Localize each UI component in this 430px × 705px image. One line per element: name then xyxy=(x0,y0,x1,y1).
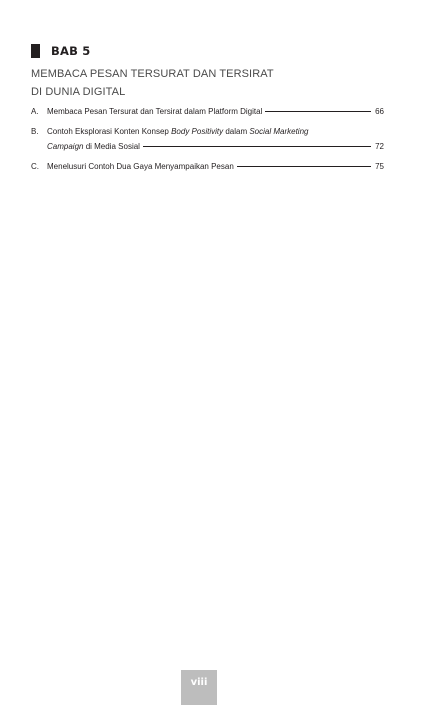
toc-entry-text: Membaca Pesan Tersurat dan Tersirat dalam Platform Digital xyxy=(47,107,263,116)
page-number-tab xyxy=(181,670,217,705)
toc-entry-text: Contoh Eksplorasi Konten Konsep Body Positivity dalam Social Marketing xyxy=(47,127,309,136)
toc-entry-letter: B. xyxy=(31,127,39,136)
chapter-title xyxy=(31,66,391,101)
leader-line xyxy=(237,166,371,167)
chapter-title-line-1: MEMBACA PESAN TERSURAT DAN TERSIRAT xyxy=(31,68,274,80)
leader-line xyxy=(265,111,371,112)
chapter-label: BAB 5 xyxy=(51,44,91,58)
leader-line xyxy=(143,146,371,147)
toc-page-number: 72 xyxy=(375,142,384,151)
toc-entry-c[interactable] xyxy=(31,159,384,174)
toc-entry-text: Menelusuri Contoh Dua Gaya Menyampaikan Pesan xyxy=(47,162,234,171)
table-of-contents xyxy=(31,104,384,179)
page-number-label: viii xyxy=(190,677,208,688)
toc-entry-text-continued: Campaign di Media Sosial xyxy=(47,142,140,151)
toc-entry-letter: C. xyxy=(31,162,39,171)
toc-entry-b[interactable] xyxy=(31,124,384,154)
chapter-marker-bar xyxy=(31,44,40,58)
chapter-heading xyxy=(31,44,90,58)
toc-entry-a[interactable] xyxy=(31,104,384,119)
toc-page-number: 66 xyxy=(375,107,384,116)
toc-page-number: 75 xyxy=(375,162,384,171)
chapter-title-line-2: DI DUNIA DIGITAL xyxy=(31,85,126,98)
toc-entry-letter: A. xyxy=(31,107,39,116)
